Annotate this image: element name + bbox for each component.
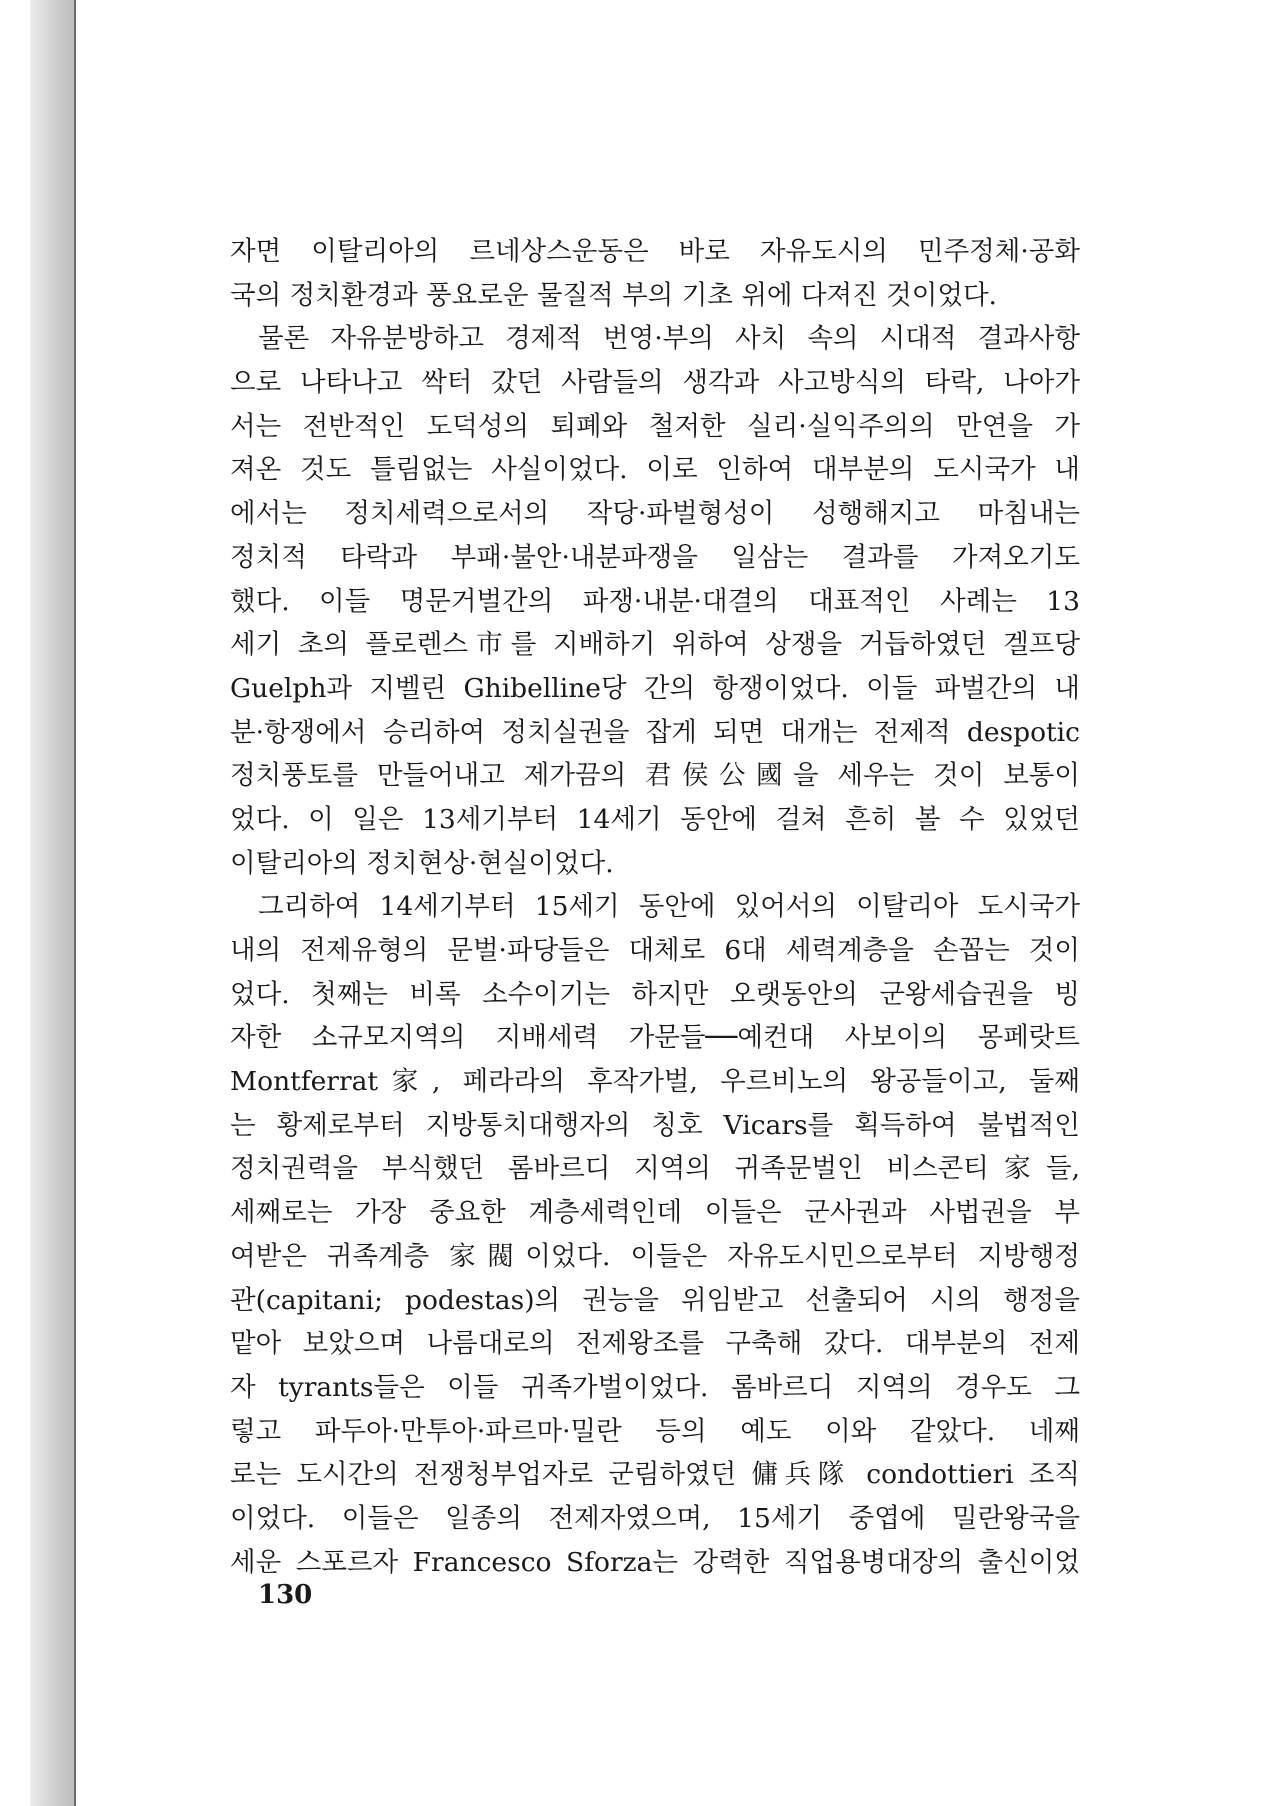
page-body-text	[230, 230, 1080, 1584]
text-line: 자면 이탈리아의 르네상스운동은 바로 자유도시의 민주정체·공화	[230, 236, 1080, 267]
text-line: 내의 전제유형의 문벌·파당들은 대체로 6대 세력계층을 손꼽는 것이	[230, 935, 1080, 966]
text-line: 세운 스포르자 Francesco Sforza는 강력한 직업용병대장의 출신이었	[230, 1546, 1080, 1578]
text-line: Montferrat家, 페라라의 후작가벌, 우르비노의 왕공들이고, 둘째	[230, 1066, 1080, 1098]
text-line: 는 황제로부터 지방통치대행자의 칭호 Vicars를 획득하여 불법적인	[230, 1109, 1080, 1141]
text-line: 이탈리아의 정치현상·현실이었다.	[230, 847, 614, 879]
text-line: 져온 것도 틀림없는 사실이었다. 이로 인하여 대부분의 도시국가 내	[230, 454, 1080, 486]
text-line: 했다. 이들 명문거벌간의 파쟁·내분·대결의 대표적인 사례는 13	[230, 585, 1080, 617]
text-line: 세기 초의 플로렌스市를 지배하기 위하여 상쟁을 거듭하였던 겔프당	[230, 629, 1080, 661]
text-line: 분·항쟁에서 승리하여 정치실권을 잡게 되면 대개는 전제적 despotic	[230, 716, 1080, 748]
text-line: 이었다. 이들은 일종의 전제자였으며, 15세기 중엽에 밀란왕국을	[230, 1502, 1080, 1534]
text-line: 었다. 첫째는 비록 소수이기는 하지만 오랫동안의 군왕세습권을 빙	[230, 978, 1080, 1010]
text-line: 정치적 타락과 부패·불안·내분파쟁을 일삼는 결과를 가져오기도	[230, 541, 1080, 573]
text-line: 정치풍토를 만들어내고 제가끔의 君侯公國을 세우는 것이 보통이	[230, 760, 1080, 792]
text-line: 정치권력을 부식했던 롬바르디 지역의 귀족문벌인 비스콘티家들,	[230, 1153, 1080, 1185]
text-line: 렇고 파두아·만투아·파르마·밀란 등의 예도 이와 같았다. 네째	[230, 1415, 1080, 1447]
text-line: 여받은 귀족계층 家閥이었다. 이들은 자유도시민으로부터 지방행정	[230, 1240, 1080, 1272]
text-line: 서는 전반적인 도덕성의 퇴폐와 철저한 실리·실익주의의 만연을 가	[230, 410, 1080, 442]
text-line: 으로 나타나고 싹터 갔던 사람들의 생각과 사고방식의 타락, 나아가	[230, 367, 1080, 399]
text-line: 국의 정치환경과 풍요로운 물질적 부의 기초 위에 다져진 것이었다.	[230, 279, 997, 311]
text-line: 에서는 정치세력으로서의 작당·파벌형성이 성행해지고 마침내는	[230, 498, 1080, 530]
text-line: 관(capitani; podestas)의 권능을 위임받고 선출되어 시의 행정을	[230, 1284, 1080, 1316]
text-line: 자 tyrants들은 이들 귀족가벌이었다. 롬바르디 지역의 경우도 그	[230, 1371, 1080, 1403]
text-line: 맡아 보았으며 나름대로의 전제왕조를 구축해 갔다. 대부분의 전제	[230, 1328, 1080, 1360]
text-line: Guelph과 지벨린 Ghibelline당 간의 항쟁이었다. 이들 파벌간의 내	[230, 672, 1080, 704]
text-line: 물론 자유분방하고 경제적 번영·부의 사치 속의 시대적 결과사항	[258, 323, 1080, 355]
text-line: 자한 소규모지역의 지배세력 가문들──예컨대 사보이의 몽페랏트	[230, 1022, 1080, 1054]
text-line: 세째로는 가장 중요한 계층세력인데 이들은 군사권과 사법권을 부	[230, 1197, 1080, 1229]
page-number: 130	[258, 1580, 313, 1610]
text-line: 그리하여 14세기부터 15세기 동안에 있어서의 이탈리아 도시국가	[258, 891, 1080, 923]
text-line: 로는 도시간의 전쟁청부업자로 군림하였던 傭兵隊 condottieri 조직	[230, 1459, 1080, 1491]
text-line: 었다. 이 일은 13세기부터 14세기 동안에 걸쳐 흔히 볼 수 있었던	[230, 803, 1080, 835]
book-page-stack-edge	[30, 0, 76, 1806]
